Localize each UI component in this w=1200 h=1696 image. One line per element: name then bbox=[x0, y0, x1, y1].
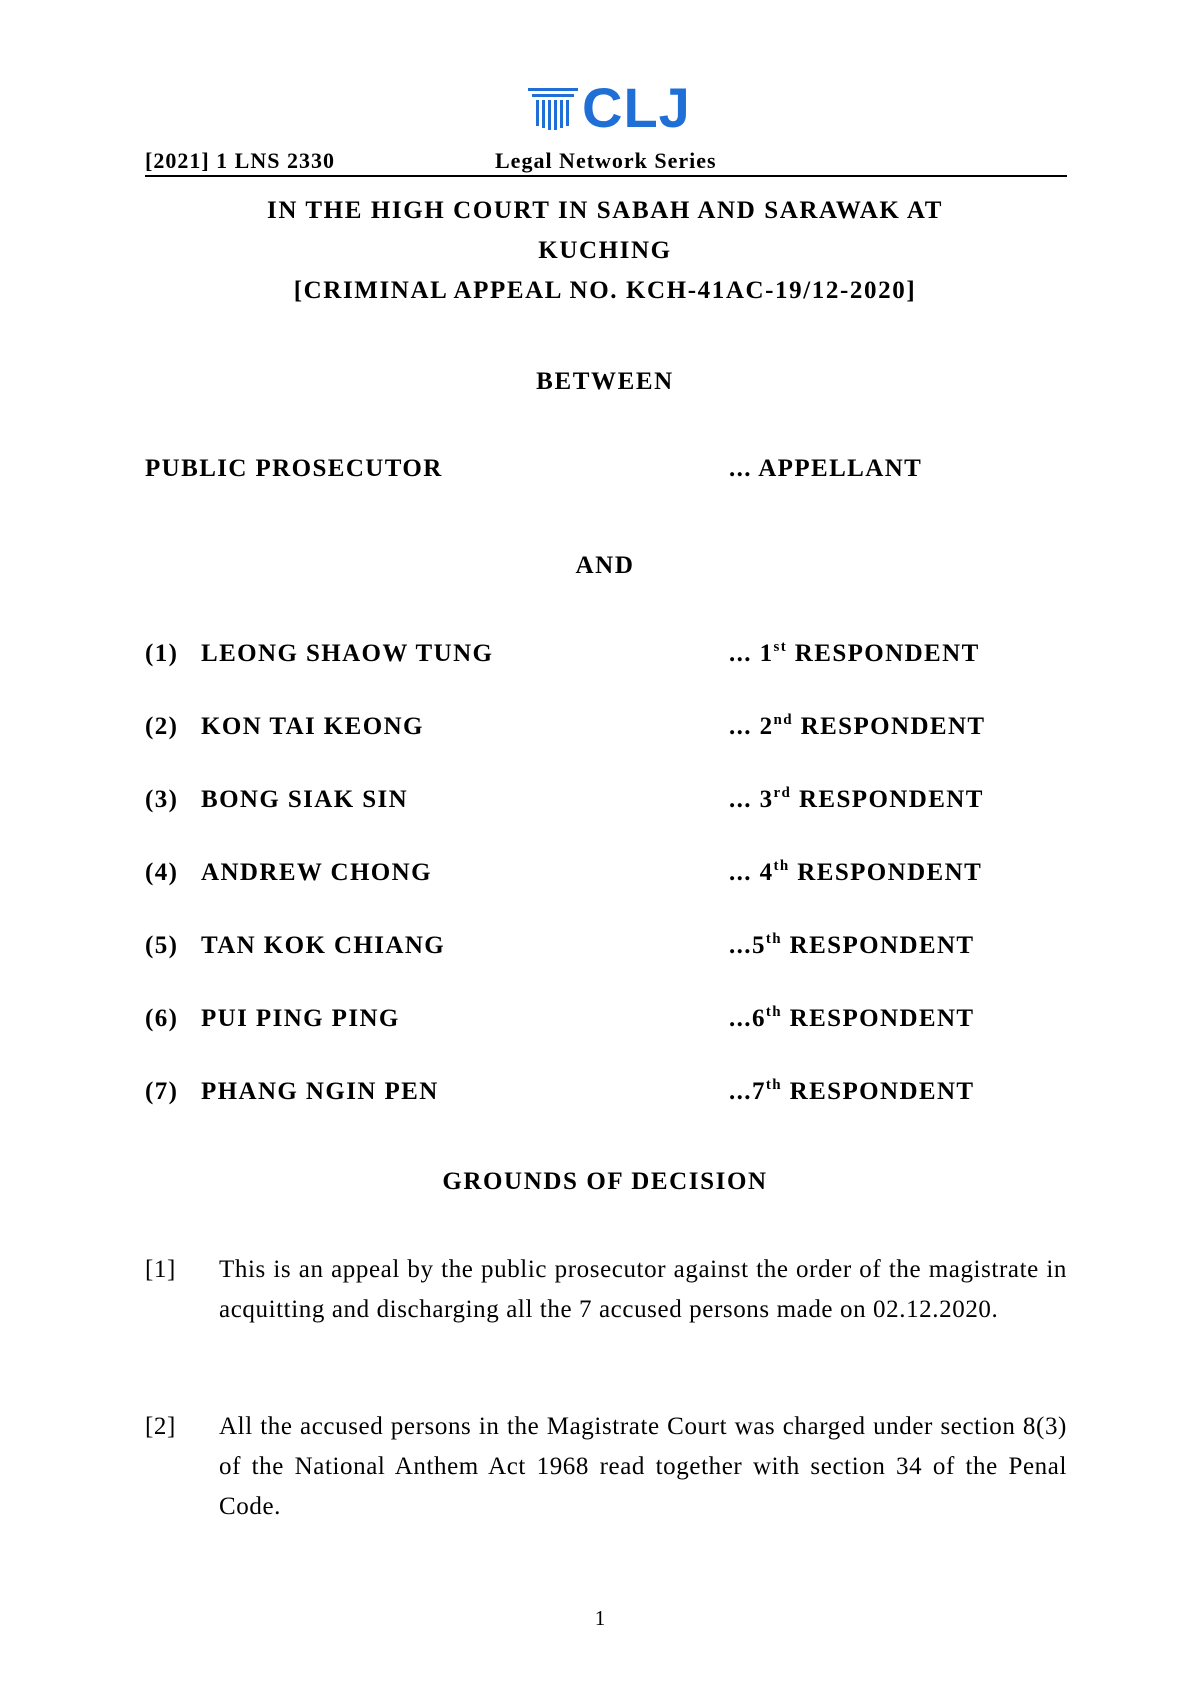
respondent-number: (4) bbox=[145, 859, 179, 886]
section-title: GROUNDS OF DECISION bbox=[442, 1168, 768, 1195]
respondent-role-suffix: RESPONDENT bbox=[782, 932, 975, 959]
respondent-ordinal: st bbox=[773, 639, 788, 655]
respondent-role-prefix: ...5 bbox=[729, 932, 766, 959]
case-citation: [2021] 1 LNS 2330 bbox=[145, 148, 335, 173]
respondent-role-prefix: ... 1 bbox=[729, 640, 774, 667]
respondent-role-suffix: RESPONDENT bbox=[791, 786, 984, 813]
respondent-role-suffix: RESPONDENT bbox=[782, 1005, 975, 1032]
respondent-row bbox=[145, 859, 1085, 895]
respondent-role bbox=[729, 1078, 975, 1106]
header-rule bbox=[145, 175, 1067, 177]
respondent-ordinal: nd bbox=[773, 712, 793, 728]
respondent-role bbox=[729, 786, 984, 814]
respondent-row bbox=[145, 640, 1085, 676]
respondent-role-prefix: ... 2 bbox=[729, 713, 774, 740]
respondent-row bbox=[145, 713, 1085, 749]
between-heading: BETWEEN bbox=[536, 368, 674, 395]
respondent-name: ANDREW CHONG bbox=[201, 859, 432, 886]
respondent-number: (2) bbox=[145, 713, 179, 740]
respondent-name: TAN KOK CHIANG bbox=[201, 932, 446, 959]
respondent-role-suffix: RESPONDENT bbox=[787, 640, 980, 667]
appeal-number: [CRIMINAL APPEAL NO. KCH-41AC-19/12-2020] bbox=[293, 277, 917, 304]
respondent-ordinal: th bbox=[765, 1004, 782, 1020]
respondent-role-prefix: ...7 bbox=[729, 1078, 766, 1105]
respondent-ordinal: th bbox=[765, 931, 782, 947]
respondent-role-prefix: ... 4 bbox=[729, 859, 774, 886]
respondent-role bbox=[729, 1005, 975, 1033]
court-title-line-2: KUCHING bbox=[538, 237, 672, 264]
respondent-ordinal: th bbox=[773, 858, 790, 874]
paragraph-text: All the accused persons in the Magistrate Court was charged under section 8(3) of the National Anthem Act 1968 read together with section 34 of the Penal Code. bbox=[219, 1413, 1067, 1520]
respondent-role bbox=[729, 640, 980, 668]
paragraph-text: This is an appeal by the public prosecutor against the order of the magistrate in acquitting and discharging all the 7 accused persons made on 02.12.2020. bbox=[219, 1256, 1067, 1323]
respondent-number: (5) bbox=[145, 932, 179, 959]
respondent-name: PHANG NGIN PEN bbox=[201, 1078, 439, 1105]
respondent-row bbox=[145, 1078, 1085, 1114]
respondent-number: (3) bbox=[145, 786, 179, 813]
respondent-name: PUI PING PING bbox=[201, 1005, 400, 1032]
respondent-row bbox=[145, 1005, 1085, 1041]
appellant-role: ... APPELLANT bbox=[729, 455, 923, 482]
respondent-role-suffix: RESPONDENT bbox=[789, 859, 983, 886]
respondent-number: (1) bbox=[145, 640, 179, 667]
respondent-name: LEONG SHAOW TUNG bbox=[201, 640, 494, 667]
clj-columns-icon bbox=[528, 86, 578, 130]
respondent-role-prefix: ...6 bbox=[729, 1005, 766, 1032]
logo-text: CLJ bbox=[582, 76, 691, 139]
and-heading: AND bbox=[575, 552, 635, 579]
respondent-role-suffix: RESPONDENT bbox=[782, 1078, 975, 1105]
series-name: Legal Network Series bbox=[495, 148, 717, 173]
appellant-row bbox=[145, 455, 1085, 491]
running-header bbox=[145, 146, 1065, 176]
respondent-role bbox=[729, 713, 986, 741]
respondent-row bbox=[145, 932, 1085, 968]
paragraph-number: [2] bbox=[145, 1413, 176, 1440]
court-title-line-1: IN THE HIGH COURT IN SABAH AND SARAWAK AT bbox=[267, 197, 943, 224]
respondent-name: KON TAI KEONG bbox=[201, 713, 424, 740]
respondent-number: (7) bbox=[145, 1078, 179, 1105]
respondent-row bbox=[145, 786, 1085, 822]
respondent-name: BONG SIAK SIN bbox=[201, 786, 409, 813]
respondent-role-suffix: RESPONDENT bbox=[793, 713, 986, 740]
respondent-role-prefix: ... 3 bbox=[729, 786, 774, 813]
respondent-number: (6) bbox=[145, 1005, 179, 1032]
respondent-role bbox=[729, 859, 982, 887]
appellant-name: PUBLIC PROSECUTOR bbox=[145, 455, 443, 482]
respondent-ordinal: th bbox=[765, 1077, 782, 1093]
page-number: 1 bbox=[594, 1606, 606, 1630]
respondent-ordinal: rd bbox=[773, 785, 792, 801]
respondent-role bbox=[729, 932, 975, 960]
clj-logo bbox=[528, 76, 691, 139]
paragraph-number: [1] bbox=[145, 1256, 176, 1283]
